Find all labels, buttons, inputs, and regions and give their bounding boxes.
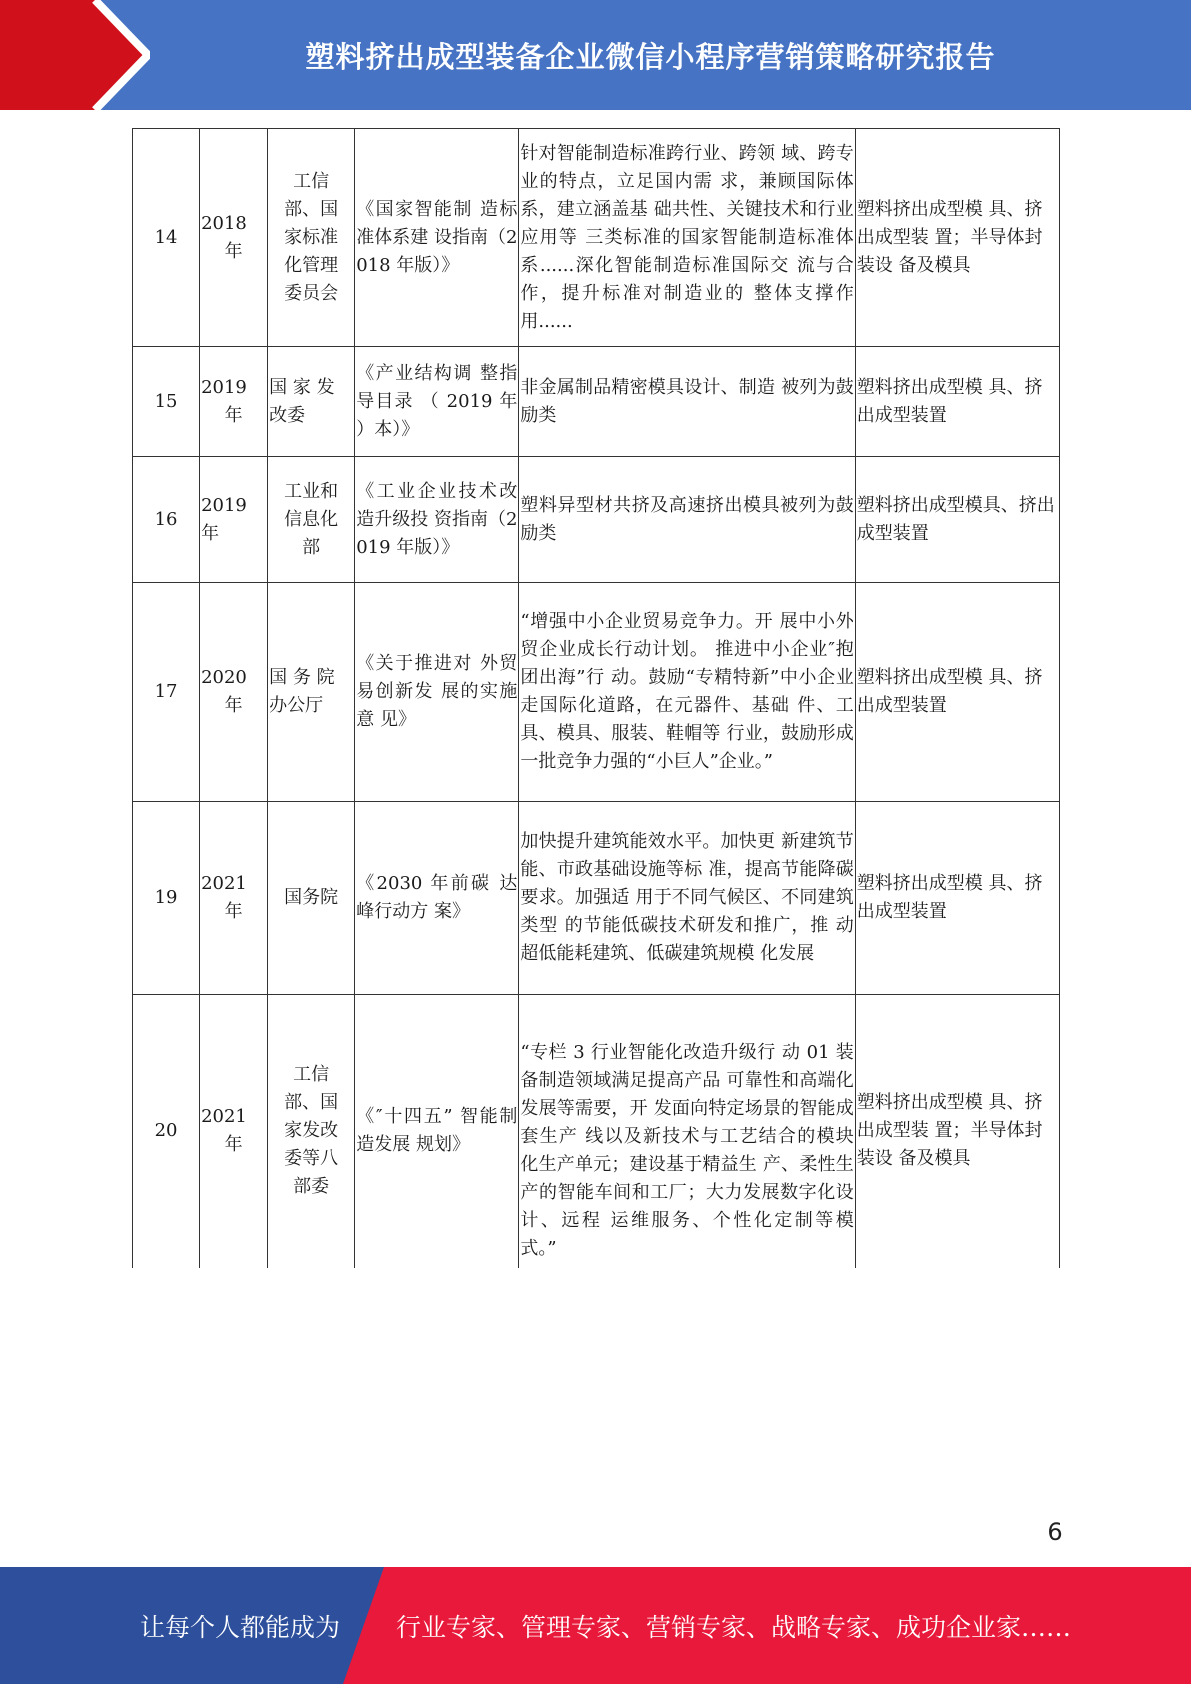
row-number: 16 (133, 457, 200, 583)
row-field: 塑料挤出成型模 具、挤出成型装置 (855, 347, 1059, 457)
row-department: 国务院 (268, 802, 355, 995)
row-year (200, 129, 268, 347)
table-row (133, 129, 1060, 347)
row-number: 20 (133, 995, 200, 1268)
row-year (200, 802, 268, 995)
row-field: 塑料挤出成型模 具、挤出成型装 置；半导体封装设 备及模具 (855, 129, 1059, 347)
row-content: 非金属制品精密模具设计、制造 被列为鼓励类 (519, 347, 855, 457)
policy-table-container (132, 128, 1060, 1268)
year-value: 2021 (201, 873, 247, 894)
row-document: 《国家智能制 造标准体系建 设指南（2018 年版）》 (355, 129, 519, 347)
row-year (200, 457, 268, 583)
row-content: 加快提升建筑能效水平。加快更 新建筑节能、市政基础设施等标 准，提高节能降碳要求。加强适 用于不同气候区、不同建筑类型 的节能低碳技术研发和推广，推 动超低能耗建筑、低碳建筑规模 化发展 (519, 802, 855, 995)
year-value: 2019 (201, 376, 247, 398)
row-department: 国 务 院 办公厅 (268, 583, 355, 802)
row-number: 17 (133, 583, 200, 802)
policy-table (132, 128, 1060, 1268)
year-value: 2019 年 (201, 494, 247, 544)
row-department: 国 家 发 改委 (268, 347, 355, 457)
page-header (0, 0, 1191, 110)
row-department: 工业和信息化 部 (268, 457, 355, 583)
row-department: 工信部、国家发改委等八部委 (268, 995, 355, 1268)
row-field: 塑料挤出成型模 具、挤出成型装置 (855, 583, 1059, 802)
table-row (133, 347, 1060, 457)
row-year (200, 583, 268, 802)
table-row (133, 802, 1060, 995)
row-field: 塑料挤出成型模 具、挤出成型装 置；半导体封装设 备及模具 (855, 995, 1059, 1268)
table-row (133, 583, 1060, 802)
footer-slogan-left: 让每个人都能成为 (140, 1612, 341, 1642)
row-year (200, 347, 268, 457)
year-unit: 年 (224, 404, 243, 426)
row-department: 工信部、国家标准化管理委员会 (268, 129, 355, 347)
page-footer (0, 1567, 1191, 1684)
row-content: 针对智能制造标准跨行业、跨领 域、跨专业的特点，立足国内需 求，兼顾国际体系，建立涵盖基 础共性、关键技术和行业应用等 三类标准的国家智能制造标准体 系......深化智能制造标准国际交 流与合作，提升标准对制造业的 整体支撑作用...... (519, 129, 855, 347)
year-unit: 年 (224, 695, 243, 716)
header-red-arrow (0, 0, 150, 110)
year-value: 2021 (201, 1106, 247, 1128)
table-row (133, 995, 1060, 1268)
row-document: 《工业企业技术改造升级投 资指南（2019 年版）》 (355, 457, 519, 583)
report-title: 塑料挤出成型装备企业微信小程序营销策略研究报告 (305, 39, 996, 74)
year-unit: 年 (224, 901, 243, 922)
year-value: 2018 (201, 212, 247, 234)
row-document: 《关于推进对 外贸易创新发 展的实施意 见》 (355, 583, 519, 802)
row-document: 《″十四五” 智能制造发展 规划》 (355, 995, 519, 1268)
row-field: 塑料挤出成型模具、挤出成型装置 (855, 457, 1059, 583)
row-number: 15 (133, 347, 200, 457)
row-number: 14 (133, 129, 200, 347)
row-year (200, 995, 268, 1268)
footer-slogan-right: 行业专家、管理专家、营销专家、战略专家、成功企业家…… (396, 1612, 1072, 1642)
row-field: 塑料挤出成型模 具、挤出成型装置 (855, 802, 1059, 995)
row-content: “专栏 3 行业智能化改造升级行 动 01 装备制造领域满足提高产品 可靠性和高端化发展等需要，开 发面向特定场景的智能成套生产 线以及新技术与工艺结合的模块 化生产单元；建设基于精益生 产、柔性生产的智能车间和工厂；大力发展数字化设计、远程 运维服务、个性化定制等模 式。” (519, 995, 855, 1268)
year-value: 2020 (201, 667, 247, 688)
row-content: “增强中小企业贸易竞争力。开 展中小外贸企业成长行动计划。 推进中小企业″抱团出海”行 动。鼓励“专精特新”中小企业 走国际化道路，在元器件、基础 件、工具、模具、服装、鞋帽等 行业，鼓励形成一批竞争力强的“小巨人”企业。” (519, 583, 855, 802)
row-number: 19 (133, 802, 200, 995)
year-unit: 年 (224, 1134, 243, 1156)
page-number: 6 (1047, 1518, 1063, 1546)
table-row (133, 457, 1060, 583)
row-document: 《2030 年前碳 达峰行动方 案》 (355, 802, 519, 995)
year-unit: 年 (224, 240, 243, 262)
row-document: 《产业结构调 整指导目录 （ 2019 年 ）本）》 (355, 347, 519, 457)
row-content: 塑料异型材共挤及高速挤出模具被列为鼓励类 (519, 457, 855, 583)
